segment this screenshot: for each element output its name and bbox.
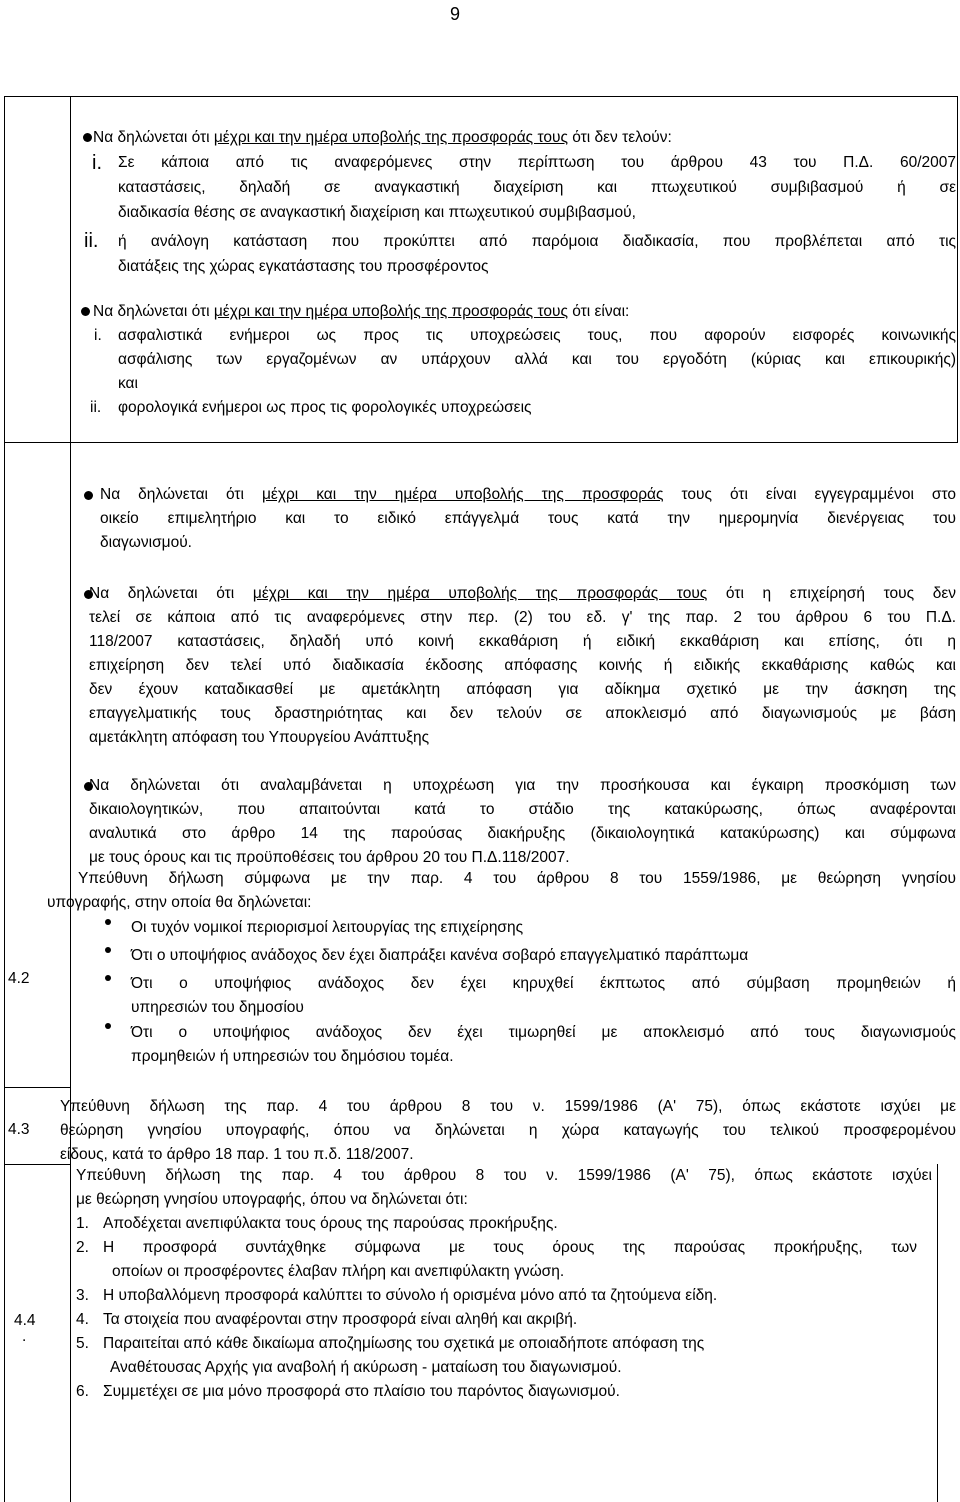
s1-i-line2: καταστάσεις, δηλαδή σε αναγκαστική διαχείριση και πτωχευτικού συμβιβασμού ή σε <box>118 179 956 196</box>
s2-p2-line3: 118/2007 καταστάσεις, δηλαδή υπό κοινή εκκαθάριση ή ειδική εκκαθάριση και επίσης, ότι η <box>89 633 956 650</box>
p2-pre: Να δηλώνεται ότι <box>89 585 253 602</box>
r42-line1: Υπεύθυνη δήλωση σύμφωνα με την παρ. 4 του άρθρου 8 του 1559/1986, με θεώρηση γνησίου <box>78 870 956 887</box>
s2-p2-line4: επιχείρηση δεν τελεί υπό διαδικασία έκδοσης απόφασης κοινής ή ειδικής εκκαθάρισης καθώς και <box>89 657 956 674</box>
item-marker: ii. <box>90 399 102 416</box>
r44-item5-cont: Αναθέτουσας Αρχής για αναβολή ή ακύρωση - ματαίωση του διαγωνισμού. <box>110 1359 622 1376</box>
s2-p2-line2: τελεί σε κάποια από τις αναφερόμενες στην περ. (2) του εδ. γ' της παρ. 2 του άρθρου 6 του Π.Δ. <box>89 609 956 626</box>
row-number-4-3: 4.3 <box>8 1121 30 1138</box>
page-number: 9 <box>450 4 461 24</box>
item-marker: i. <box>92 152 102 174</box>
section1-bullet1 <box>93 126 672 150</box>
s1-ii-line2: διατάξεις της χώρας εγκατάστασης του προσφέροντος <box>118 258 489 275</box>
section1-bullet2 <box>93 300 629 324</box>
list-number: 5. <box>76 1335 89 1352</box>
r44-item2: Η προσφορά συντάχθηκε σύμφωνα με τους όρους της παρούσας προκήρυξης, των <box>103 1239 917 1256</box>
s2-p2-line7: αμετάκλητη απόφαση του Υπουργείου Ανάπτυξης <box>89 729 430 746</box>
item-marker: ii. <box>84 230 99 252</box>
r44-item4: Τα στοιχεία που αναφέρονται στην προσφορά είναι αληθή και ακριβή. <box>103 1311 578 1328</box>
r42-bullet1: Οι τυχόν νομικοί περιορισμοί λειτουργίας της επιχείρησης <box>131 919 524 936</box>
bullet-icon <box>81 307 90 316</box>
s2-p3-line1: Να δηλώνεται ότι αναλαμβάνεται η υποχρέωση για την προσήκουσα και έγκαιρη προσκόμιση των <box>89 777 956 794</box>
item-marker: i. <box>94 327 102 344</box>
b1-pre: Να δηλώνεται ότι <box>93 129 214 146</box>
s2-p2-line6: επαγγελματικής τους δραστηριότητας και δεν τελούν σε αποκλεισμό από διαγωνισμούς με βάση <box>89 705 956 722</box>
r42-bullet3: Ότι ο υποψήφιος ανάδοχος δεν έχει κηρυχθεί έκπτωτος από σύμβαση προμηθειών ή <box>131 975 956 992</box>
s2-p3-line2: δικαιολογητικών, που απαιτούνται κατά το στάδιο της κατακύρωσης, όπως αναφέρονται <box>89 801 956 818</box>
bullet-icon <box>105 947 111 953</box>
r43-line1: Υπεύθυνη δήλωση της παρ. 4 του άρθρου 8 του ν. 1599/1986 (Α' 75), όπως εκάστοτε ισχύει με <box>60 1098 956 1115</box>
p2-underlined: μέχρι και την ημέρα υποβολής της προσφοράς τους <box>252 585 708 602</box>
s1-ci-line3: και <box>118 375 138 392</box>
bullet-icon <box>105 975 111 981</box>
r44-item2-cont: οποίων οι προσφέροντες έλαβαν πλήρη και ανεπιφύλακτη γνώση. <box>112 1263 565 1280</box>
table-border-top <box>4 96 958 97</box>
s2-p3-line3: αναλυτικά στο άρθρο 14 της παρούσας διακήρυξης (δικαιολογητικά κατακύρωσης) και σύμφωνα <box>89 825 956 842</box>
bullet-icon <box>83 133 92 142</box>
s1-ci-line2: ασφάλισης των εργαζομένων αν υπάρχουν αλλά και του εργοδότη (κύριας και επικουρικής) <box>118 351 956 368</box>
s2-p1-line1 <box>100 483 956 507</box>
s1-i-line1: Σε κάποια από τις αναφερόμενες στην περίπτωση του άρθρου 43 του Π.Δ. 60/2007 <box>118 154 956 171</box>
r44-item3: Η υποβαλλόμενη προσφορά καλύπτει το σύνολο ή ορισμένα μόνο από τα ζητούμενα είδη. <box>103 1287 718 1304</box>
p1-pre: Να δηλώνεται ότι <box>100 486 262 503</box>
s2-p3-line4: με τους όρους και τις προϋποθέσεις του άρθρου 20 του Π.Δ.118/2007. <box>89 849 570 866</box>
s2-p2-line5: δεν έχουν καταδικασθεί με αμετάκλητη απόφαση για αδίκημα σχετικό με την άσκηση της <box>89 681 956 698</box>
left-border-lower <box>4 442 5 1502</box>
table-border-left <box>4 96 5 443</box>
r44-item5: Παραιτείται από κάθε δικαίωμα αποζημίωσης του σχετικά με οποιαδήποτε απόφαση της <box>103 1335 705 1352</box>
s2-p1-line2: οικείο επιμελητήριο και το ειδικό επάγγελμά τους κατά την ημερομηνία διενέργειας του <box>100 510 956 527</box>
p2-post: ότι η επιχείρησή τους δεν <box>707 585 956 602</box>
table-border-right <box>957 96 958 443</box>
row-divider-42 <box>4 1087 70 1088</box>
s1-i-line3: διαδικασία θέσης σε αναγκαστική διαχείριση και πτωχευτικού συμβιβασμού, <box>118 204 636 221</box>
b2-pre: Να δηλώνεται ότι <box>93 303 214 320</box>
r43-line2: θεώρηση γνησίου υπογραφής, όπου να δηλώνεται η χώρα καταγωγής του τελικού προσφερομένου <box>60 1122 956 1139</box>
r42-bullet4: Ότι ο υποψήφιος ανάδοχος δεν έχει τιμωρηθεί με αποκλεισμό από τους διαγωνισμούς <box>131 1024 956 1041</box>
b1-underlined: μέχρι και την ημέρα υποβολής της προσφοράς τους <box>213 129 568 146</box>
list-number: 2. <box>76 1239 89 1256</box>
s1-ci-line1: ασφαλιστικά ενήμεροι ως προς τις υποχρεώσεις τους, που αφορούν εισφορές κοινωνικής <box>118 327 956 344</box>
r42-bullet4-cont: προμηθειών ή υπηρεσιών του δημόσιου τομέα. <box>131 1048 454 1065</box>
p1-underlined: μέχρι και την ημέρα υποβολής της προσφοράς <box>261 486 664 503</box>
r42-bullet3-cont: υπηρεσιών του δημοσίου <box>131 999 304 1016</box>
r42-bullet2: Ότι ο υποψήφιος ανάδοχος δεν έχει διαπράξει κανένα σοβαρό επαγγελματικό παράπτωμα <box>131 947 749 964</box>
s1-cii-line1: φορολογικά ενήμεροι ως προς τις φορολογικές υποχρεώσεις <box>118 399 532 416</box>
b2-underlined: μέχρι και την ημέρα υποβολής της προσφοράς τους <box>213 303 568 320</box>
row-number-dot: . <box>22 1328 27 1345</box>
list-number: 4. <box>76 1311 89 1328</box>
bullet-icon <box>84 491 93 500</box>
column-divider <box>70 96 71 1502</box>
row-number-4-2: 4.2 <box>8 970 30 987</box>
r44-line1: Υπεύθυνη δήλωση της παρ. 4 του άρθρου 8 του ν. 1599/1986 (Α' 75), όπως εκάστοτε ισχύει <box>76 1167 932 1184</box>
s2-p2-line1 <box>89 582 956 606</box>
r42-line2: υπογραφής, στην οποία θα δηλώνεται: <box>47 894 312 911</box>
list-number: 1. <box>76 1215 89 1232</box>
row-divider <box>4 442 958 443</box>
list-number: 3. <box>76 1287 89 1304</box>
row-number-4-4: 4.4 <box>14 1312 36 1329</box>
r43-line3: είδους, κατά το άρθρο 18 παρ. 1 του π.δ. 118/2007. <box>60 1146 414 1163</box>
right-border-44 <box>937 1164 938 1502</box>
list-number: 6. <box>76 1383 89 1400</box>
r44-item1: Αποδέχεται ανεπιφύλακτα τους όρους της παρούσας προκήρυξης. <box>103 1215 558 1232</box>
bullet-icon <box>105 1023 111 1029</box>
bullet-icon <box>105 919 111 925</box>
b2-post: ότι είναι: <box>567 303 630 320</box>
r44-line2: με θεώρηση γνησίου υπογραφής, όπου να δηλώνεται ότι: <box>76 1191 468 1208</box>
p1-post: τους ότι είναι εγγεγραμμένοι στο <box>663 486 956 503</box>
s2-p1-line3: διαγωνισμού. <box>100 534 192 551</box>
b1-post: ότι δεν τελούν: <box>567 129 672 146</box>
r44-item6: Συμμετέχει σε μια μόνο προσφορά στο πλαίσιο του παρόντος διαγωνισμού. <box>103 1383 620 1400</box>
s1-ii-line1: ή ανάλογη κατάσταση που προκύπτει από παρόμοια διαδικασία, που προβλέπεται από τις <box>118 233 956 250</box>
